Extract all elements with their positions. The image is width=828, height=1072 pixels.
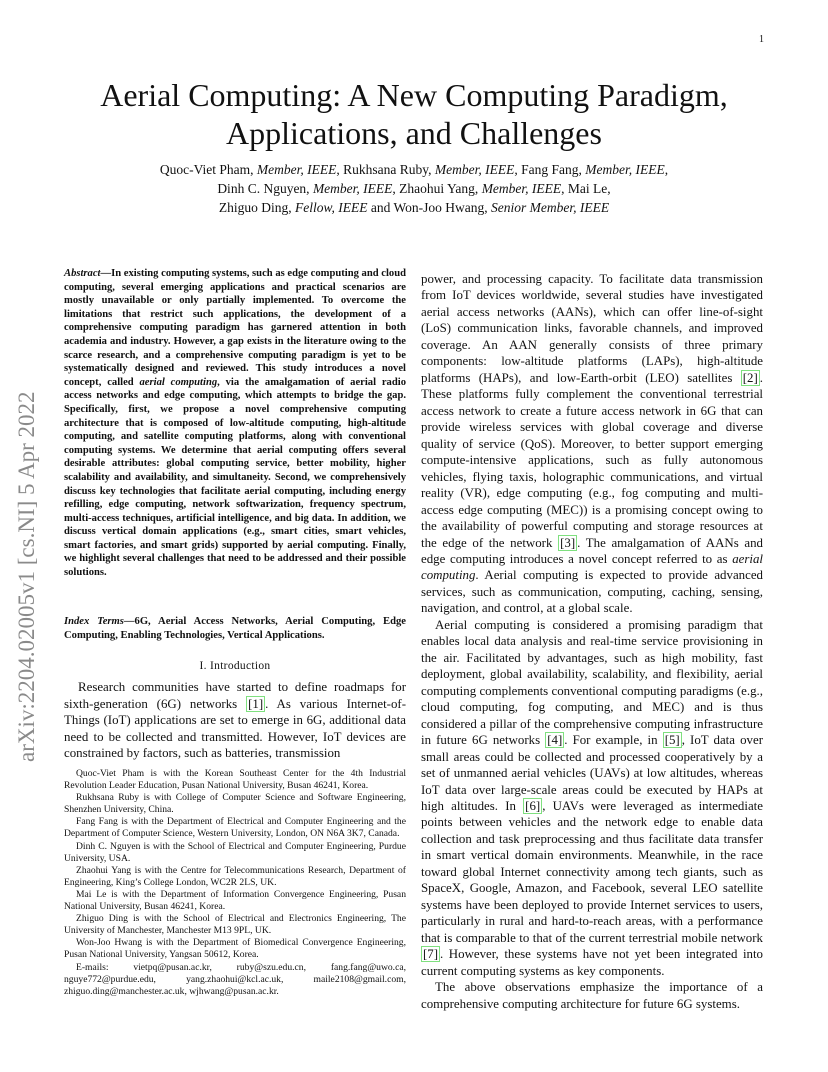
footnotes xyxy=(64,768,406,998)
citation-link[interactable]: [6] xyxy=(525,799,541,813)
footnote: Won-Joo Hwang is with the Department of Biomedical Convergence Engineering, Pusan National University, Yangsan 50612, Korea. xyxy=(64,937,406,961)
author-list xyxy=(60,160,768,217)
author-line-3: Zhiguo Ding, Fellow, IEEE and Won-Joo Hwang, Senior Member, IEEE xyxy=(218,200,610,215)
footnote: Zhaohui Yang is with the Centre for Telecommunications Research, Department of Engineering, King’s College London, WC2R 2LS, UK. xyxy=(64,864,406,888)
body-paragraph: power, and processing capacity. To facilitate data transmission from IoT devices worldwide, several studies have investigated aerial access networks (AANs), which can offer line-of-sight (LoS) communication links, favorable channels, and improved coverage. An AAN generally consists of three primary components: low-altitude platforms (LAPs), high-altitude platforms (HAPs), and low-Earth-orbit (LEO) satellites [2] . These platforms fully complement the conventional terrestrial access network to create a future access network in 6G that can provide wireless services with global coverage and diverse quality of service (QoS). Moreover, to better support emerging compute-intensive applications, such as fully autonomous vehicles, flying taxis, holographic communications, and virtual reality (VR), edge computing (e.g., fog computing and multi-access edge computing (MEC)) is a promising concept owing to the availability of powerful computing and storage resources at the edge of the network [3] . The amalgamation of AANs and edge computing introduces a novel concept referred to as aerial computing. Aerial computing is expected to provide advanced services, such as communication, computing, caching, sensing, navigation, and control, at a global scale. xyxy=(421,272,763,616)
section-heading: I. Introduction xyxy=(199,660,271,672)
abstract-lead: Abstract xyxy=(64,268,101,279)
paper-title xyxy=(60,76,768,152)
footnote: Fang Fang is with the Department of Electrical and Computer Engineering and the Department of Computer Science, Western University, London, ON N6A 3K7, Canada. xyxy=(64,816,406,840)
right-column xyxy=(421,271,763,1012)
footnote: Rukhsana Ruby is with College of Computer Science and Software Engineering, Shenzhen University, China. xyxy=(64,792,406,816)
footnote: Zhiguo Ding is with the School of Electrical and Electronics Engineering, The University of Manchester, Manchester M13 9PL, UK. xyxy=(64,913,406,937)
author-line-1: Quoc-Viet Pham, Member, IEEE, Rukhsana Ruby, Member, IEEE, Fang Fang, Member, IEEE, xyxy=(159,162,669,177)
footnote: Quoc-Viet Pham is with the Korean Southeast Center for the 4th Industrial Revolution Leader Education, Pusan National University, Busan 46241, Korea. xyxy=(64,768,406,792)
intro-paragraph: Research communities have started to define roadmaps for sixth-generation (6G) networks [1] . As various Internet-of-Things (IoT) applications are set to emerge in 6G, additional data need to be collected and transmitted. However, IoT devices are constrained by factors, such as batteries, transmission xyxy=(64,680,407,760)
title-line-1: Aerial Computing: A New Computing Paradigm, xyxy=(100,77,728,113)
citation-link[interactable]: [3] xyxy=(560,535,576,550)
citation-link[interactable]: [1] xyxy=(248,696,264,711)
footnote: Mai Le is with the Department of Information Convergence Engineering, Pusan National University, Busan 46241, Korea. xyxy=(64,888,406,913)
index-terms: Index Terms—6G, Aerial Access Networks, Aerial Computing, Edge Computing, Enabling Technologies, Vertical Applications. xyxy=(64,616,406,641)
arxiv-id: arXiv:2204.02005v1 [cs.NI] 5 Apr 2022 xyxy=(14,391,39,762)
title-line-2: Applications, and Challenges xyxy=(226,115,602,151)
citation-link[interactable]: [5] xyxy=(664,733,680,748)
citation-link[interactable]: [2] xyxy=(742,370,758,385)
abstract: Abstract—In existing computing systems, such as edge computing and cloud computing, several emerging applications and practical scenarios are mostly unavailable or only partially implemented. To overcome the limitations that restrict such applications, the development of a comprehensive computing paradigm has garnered attention in both academia and industry. However, a gap exists in the literature owing to the scarce research, and a comprehensive computing paradigm is yet to be systematically designed and reviewed. This study introduces a novel concept, called aerial computing, via the amalgamation of aerial radio access networks and edge computing, which attempts to bridge the gap. Specifically, first, we propose a novel comprehensive computing architecture that is composed of low-altitude computing, high-altitude computing, and satellite computing platforms, along with conventional computing systems. We determine that aerial computing offers several desirable attributes: global computing service, better mobility, higher scalability and availability, and simultaneity. Second, we comprehensively discuss key technologies that facilitate aerial computing, including energy refilling, edge computing, network softwarization, frequency spectrum, multi-access techniques, artificial intelligence, and big data. In addition, we discuss vertical domain applications (e.g., smart cities, smart vehicles, smart factories, and smart grids) supported by aerial computing. Finally, we highlight several challenges that need to be addressed and their possible solutions. xyxy=(64,268,406,579)
author-line-2: Dinh C. Nguyen, Member, IEEE, Zhaohui Yang, Member, IEEE, Mai Le, xyxy=(217,181,611,196)
citation-link[interactable]: [7] xyxy=(423,947,439,962)
citation-link[interactable]: [4] xyxy=(547,733,563,748)
body-paragraph: Aerial computing is considered a promising paradigm that enables local data analysis and real-time service provisioning in the air. Facilitated by advantages, such as high mobility, fast deployment, global availability, scalability, and flexibility, aerial computing complements conventional computing paradigms (e.g., cloud computing, fog computing, and MEC) and is thus considered a pillar of the comprehensive computing infrastructure in future 6G networks [4] . For example, in [5] , IoT data over small areas could be collected and processed cooperatively by a set of unmanned aerial vehicles (UAVs) at low altitudes, whereas IoT data over large-scale areas could be executed by HAPs at high altitudes. In [6] , UAVs were leveraged as intermediate points between vehicles and the network edge to enable data collection and task preprocessing and thus facilitate data transfer in smart vertical domain environments. Meanwhile, in the race toward global Internet connectivity among tech giants, such as SpaceX, Google, Amazon, and Facebook, several LEO satellite systems have been deployed to provide Internet services to users, particularly in rural and hard-to-reach areas, with a performance that is comparable to that of the current terrestrial mobile network [7] . However, these systems have not yet been integrated into current computing systems as key components. xyxy=(421,617,763,978)
page-number: 1 xyxy=(759,34,764,45)
footnote-emails: E-mails: vietpq@pusan.ac.kr, ruby@szu.edu.cn, fang.fang@uwo.ca, nguye772@purdue.edu, yang.zhaohui@kcl.ac.uk, maile2108@gmail.com, zhiguo.ding@manchester.ac.uk, wjhwang@pusan.ac.kr. xyxy=(64,961,406,997)
arxiv-watermark xyxy=(4,290,44,770)
body-paragraph: The above observations emphasize the importance of a comprehensive computing architecture for future 6G systems. xyxy=(421,980,763,1011)
footnote: Dinh C. Nguyen is with the School of Electrical and Computer Engineering, Purdue University, USA. xyxy=(64,840,406,864)
